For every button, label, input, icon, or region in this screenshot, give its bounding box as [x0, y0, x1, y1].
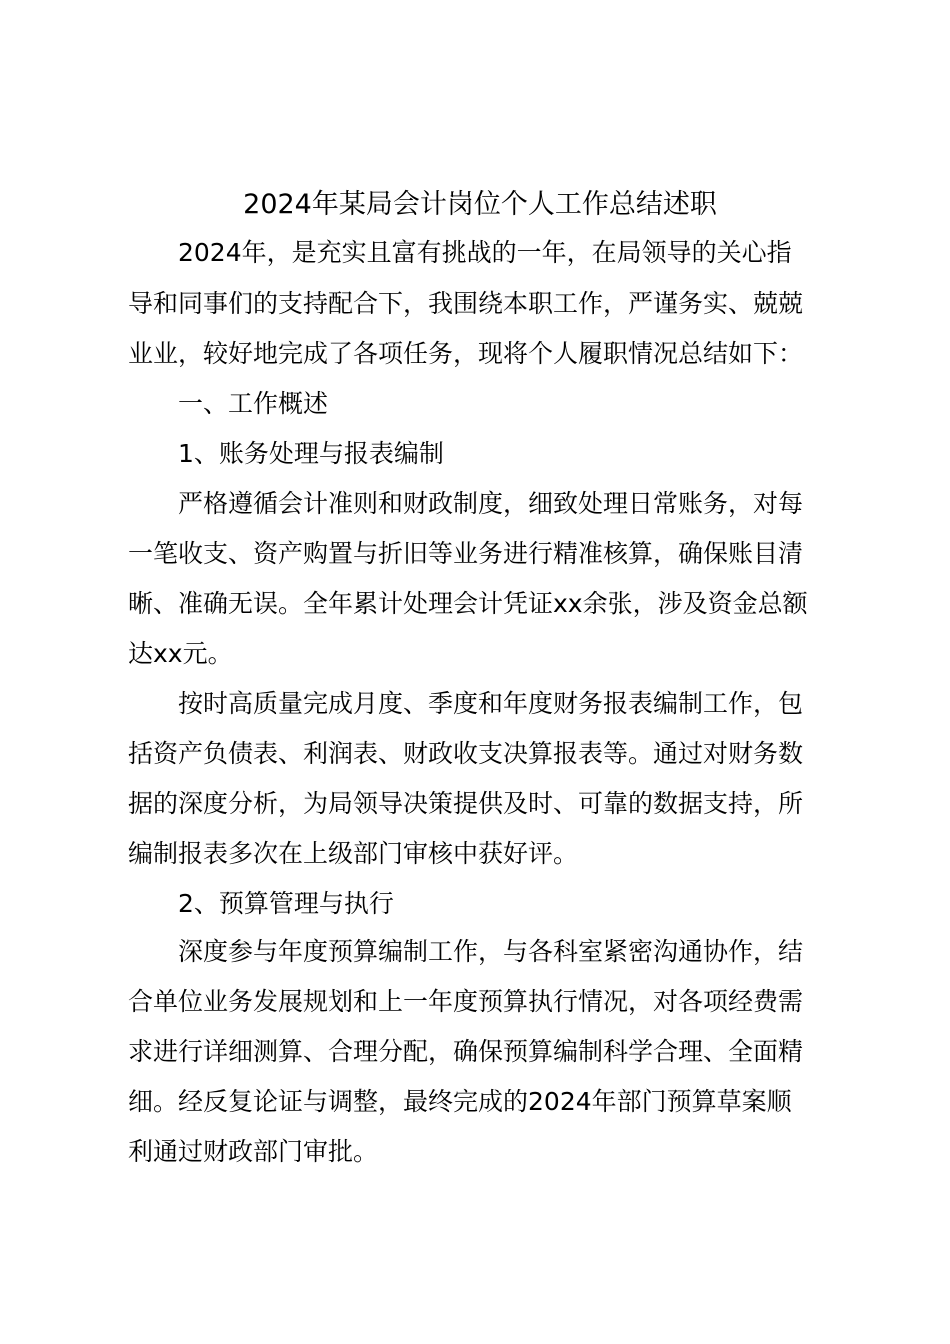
- paragraph-line: 严格遵循会计准则和财政制度，细致处理日常账务，对每: [178, 489, 804, 518]
- paragraph-line: 2024年，是充实且富有挑战的一年，在局领导的关心指: [178, 238, 792, 267]
- paragraph-line: 按时高质量完成月度、季度和年度财务报表编制工作，包: [178, 689, 804, 718]
- section-heading: 一、工作概述: [178, 389, 329, 418]
- paragraph-line: 达xx元。: [128, 639, 233, 668]
- paragraph-line: 括资产负债表、利润表、财政收支决算报表等。通过对财务数: [128, 739, 804, 768]
- paragraph-line: 导和同事们的支持配合下，我围绕本职工作，严谨务实、兢兢: [128, 289, 804, 318]
- subsection-heading: 2、预算管理与执行: [178, 889, 394, 918]
- paragraph-line: 据的深度分析，为局领导决策提供及时、可靠的数据支持，所: [128, 789, 804, 818]
- paragraph-line: 利通过财政部门审批。: [128, 1137, 379, 1166]
- document-title: 2024年某局会计岗位个人工作总结述职: [243, 189, 717, 220]
- paragraph-line: 合单位业务发展规划和上一年度预算执行情况，对各项经费需: [128, 987, 804, 1016]
- paragraph-line: 深度参与年度预算编制工作，与各科室紧密沟通协作，结: [178, 937, 804, 966]
- paragraph-line: 晰、准确无误。全年累计处理会计凭证xx余张，涉及资金总额: [128, 589, 808, 618]
- paragraph-line: 一笔收支、资产购置与折旧等业务进行精准核算，确保账目清: [128, 539, 804, 568]
- subsection-heading: 1、账务处理与报表编制: [178, 439, 444, 468]
- paragraph-line: 编制报表多次在上级部门审核中获好评。: [128, 839, 579, 868]
- paragraph-line: 细。经反复论证与调整，最终完成的2024年部门预算草案顺: [128, 1087, 792, 1116]
- paragraph-line: 业业，较好地完成了各项任务，现将个人履职情况总结如下：: [128, 339, 804, 368]
- paragraph-line: 求进行详细测算、合理分配，确保预算编制科学合理、全面精: [128, 1037, 804, 1066]
